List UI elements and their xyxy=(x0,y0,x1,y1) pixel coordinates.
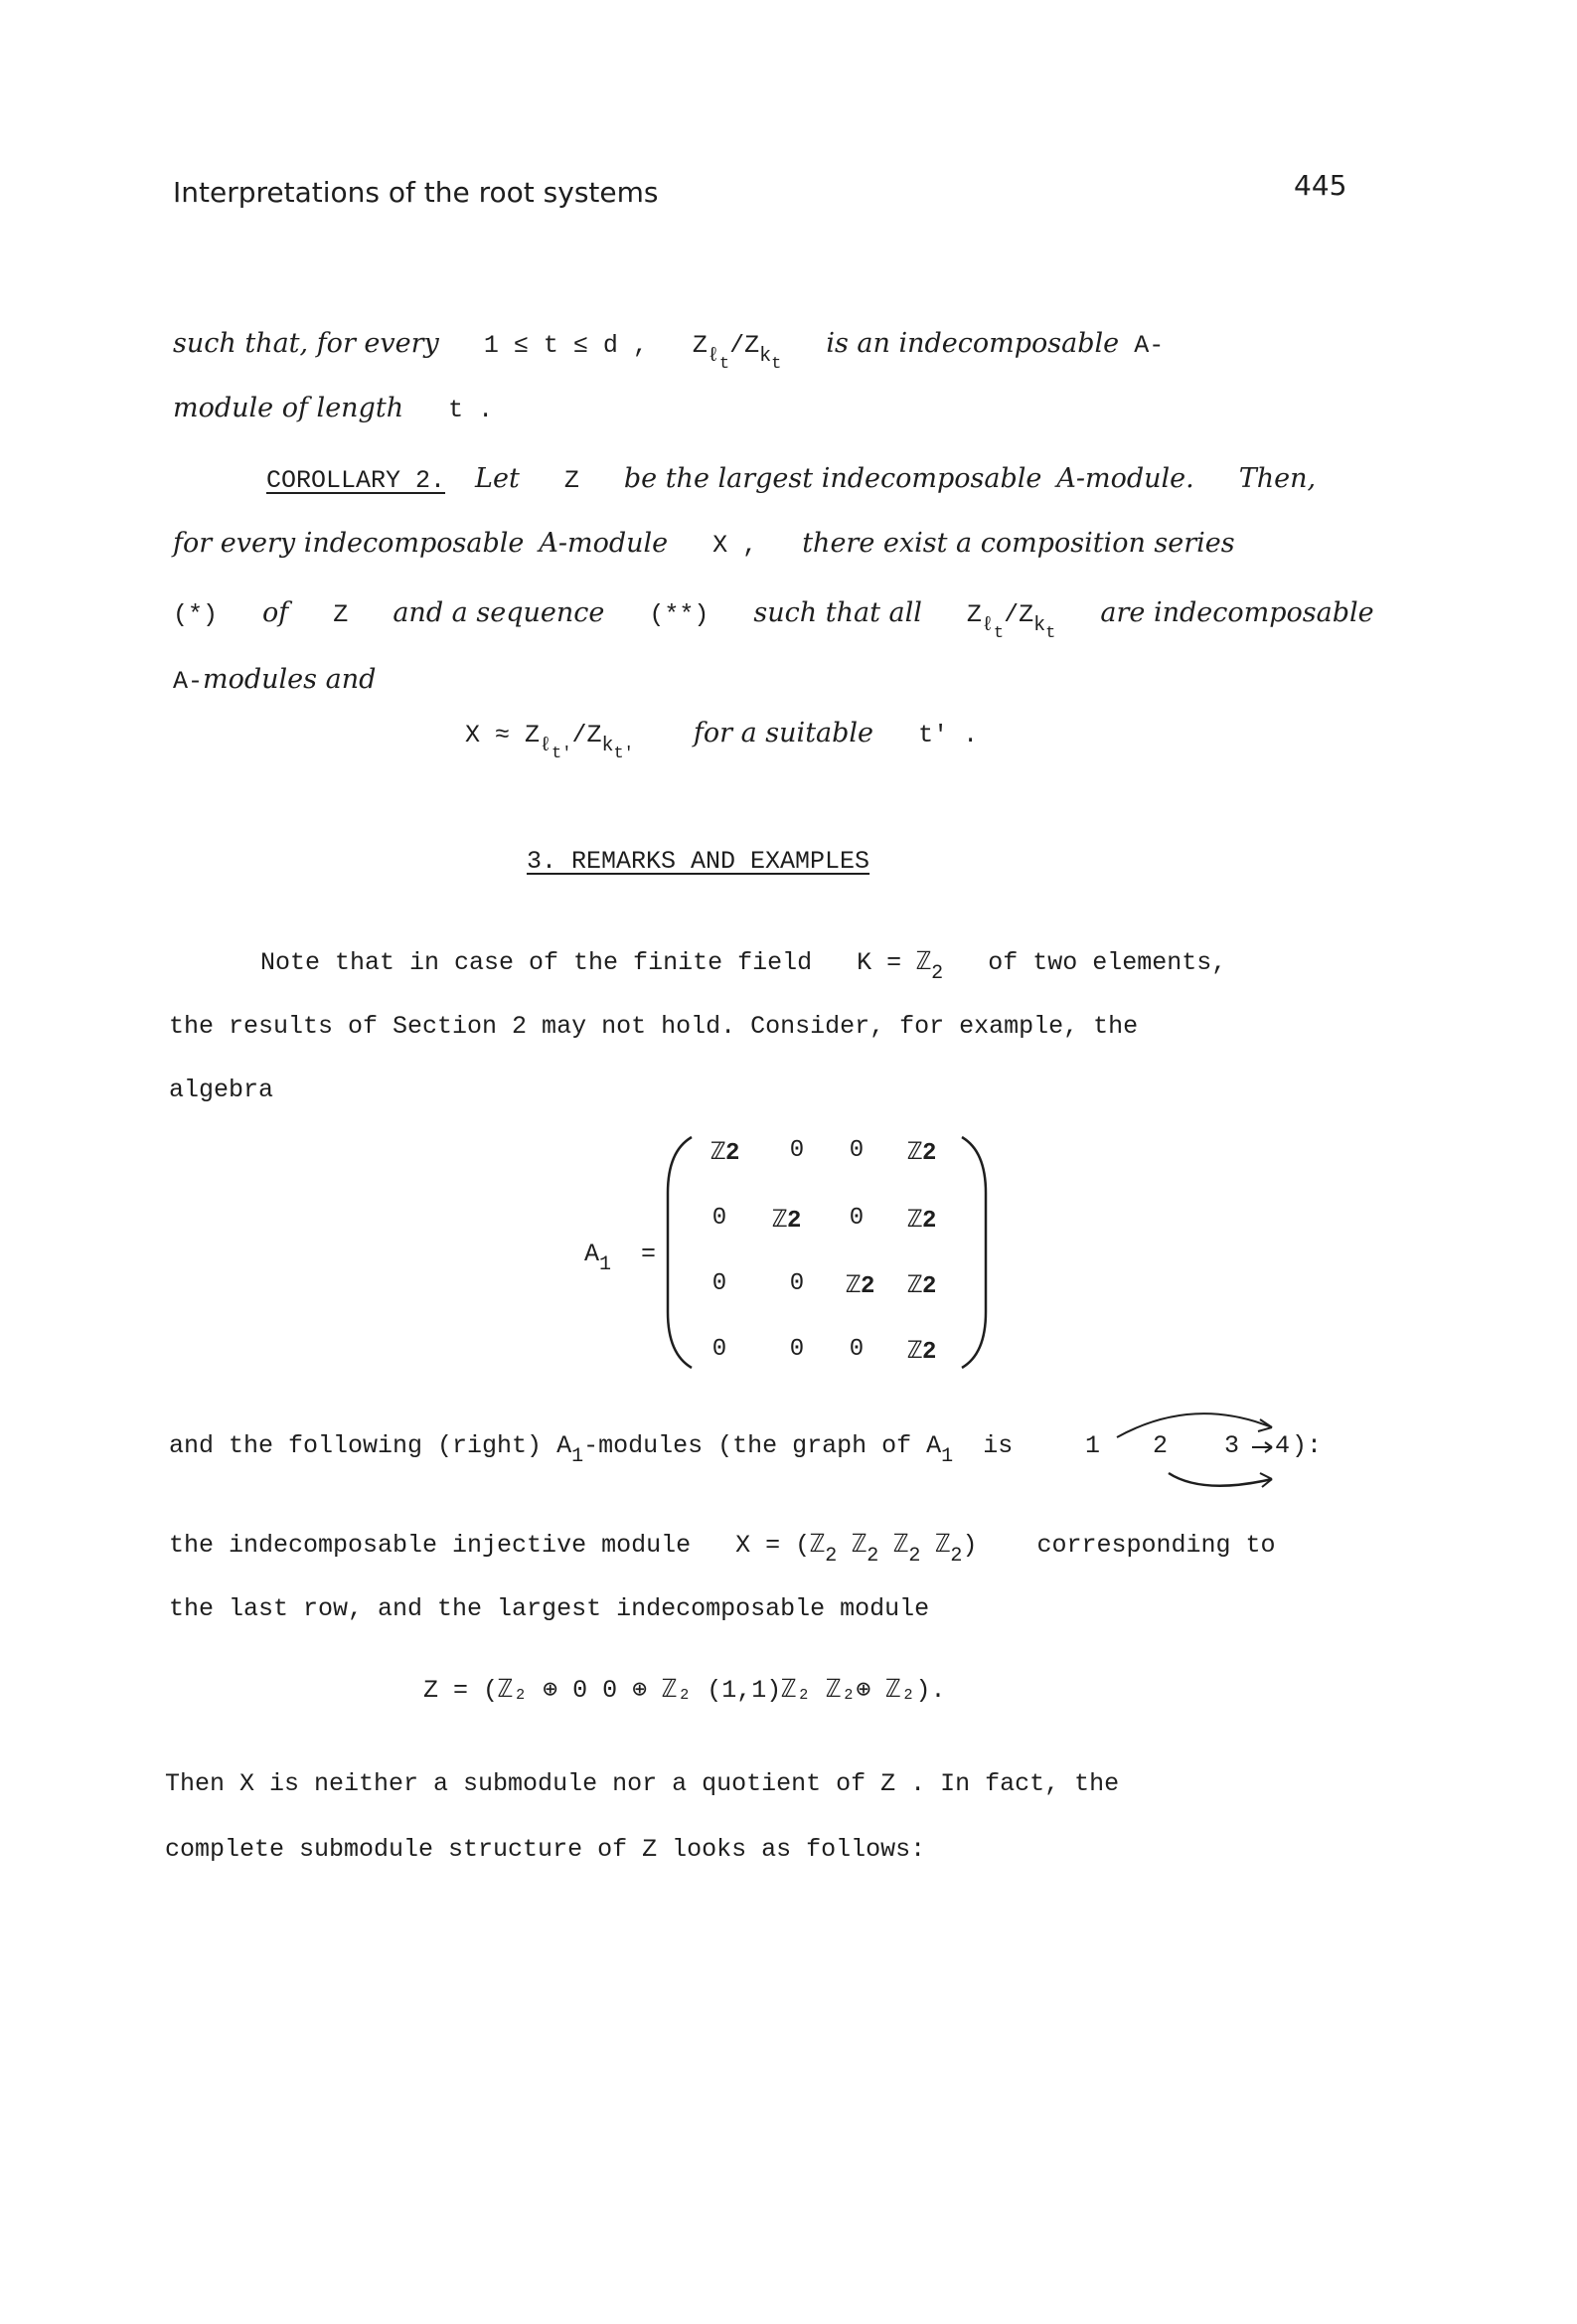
para3-line3: the last row, and the largest indecomposable module xyxy=(169,1594,930,1623)
para1-line2 xyxy=(173,393,493,424)
para3-line2: the indecomposable injective module X = (ℤ$_2$ ℤ$_2$ ℤ$_2$ ℤ$_2$) corresponding to xyxy=(169,1531,1276,1568)
running-title: Interpretations of the root systems xyxy=(173,176,659,209)
para3-line1: and the following (right) $A_1$-modules (the graph of $A_1$ is xyxy=(169,1431,1014,1468)
matrix-cell: 0 xyxy=(711,1205,727,1232)
text: module of length xyxy=(173,393,404,423)
matrix-cell: 0 xyxy=(789,1270,805,1297)
graph-node-1: 1 xyxy=(1085,1431,1101,1460)
z-display: Z = (ℤ₂ ⊕ 0 0 ⊕ ℤ₂ (1,1)ℤ₂ ℤ₂⊕ ℤ₂). xyxy=(423,1676,946,1705)
graph-close: ): xyxy=(1292,1431,1323,1460)
matrix-cell: ℤ2 xyxy=(846,1273,875,1300)
matrix-cell: ℤ2 xyxy=(907,1208,937,1235)
text: A- xyxy=(1134,331,1165,360)
corollary-line4: A-modules and xyxy=(173,664,377,696)
para2-line3: algebra xyxy=(169,1076,274,1104)
graph-node-3: 3 xyxy=(1224,1431,1240,1460)
matrix-cell: ℤ2 xyxy=(772,1208,802,1235)
matrix-cell: 0 xyxy=(789,1336,805,1363)
graph-arrows xyxy=(1103,1392,1302,1501)
para1-line1 xyxy=(173,328,1165,374)
text: t . xyxy=(448,396,494,424)
matrix-cell: ℤ2 xyxy=(907,1140,937,1167)
para2-line2: the results of Section 2 may not hold. Consider, for example, the xyxy=(169,1012,1139,1041)
corollary-line1: COROLLARY 2. Let Z be the largest indecomposable A-module. Then, xyxy=(266,463,1317,495)
para4-line1: Then X is neither a submodule nor a quotient of Z . In fact, the xyxy=(165,1769,1120,1798)
matrix-cell: ℤ2 xyxy=(710,1140,740,1167)
matrix-cell: 0 xyxy=(711,1336,727,1363)
graph-node-2: 2 xyxy=(1153,1431,1169,1460)
matrix-cell: 0 xyxy=(849,1336,865,1363)
matrix-cell: 0 xyxy=(789,1137,805,1164)
matrix-cell: ℤ2 xyxy=(907,1273,937,1300)
corollary-line2: for every indecomposable A-module X , there exist a composition series xyxy=(173,528,1235,560)
para2-line1: Note that in case of the finite field K = ℤ$_2$ of two elements, xyxy=(260,948,1227,985)
matrix-cell: 0 xyxy=(849,1137,865,1164)
math-quotient: $Z_{\ell_t}/Z_{k_t}$ xyxy=(692,331,782,374)
matrix-lhs: $A_1$ = xyxy=(584,1240,657,1276)
matrix-cell: 0 xyxy=(711,1270,727,1297)
text: is an indecomposable xyxy=(826,328,1120,359)
corollary-line3: (*) of Z and a sequence (**) such that all $Z_{\ell_t}/Z_{k_t}$ are indecomposable xyxy=(173,597,1374,643)
graph-node-4: 4 xyxy=(1275,1431,1291,1460)
page-number: 445 xyxy=(1294,169,1347,202)
matrix-cell: ℤ2 xyxy=(907,1339,937,1366)
math-quotient: $Z_{\ell_t}/Z_{k_t}$ xyxy=(966,600,1056,643)
text: such that, for every xyxy=(173,328,439,359)
para4-line2: complete submodule structure of Z looks as follows: xyxy=(165,1835,926,1864)
corollary-label: COROLLARY 2. xyxy=(266,466,446,495)
corollary-display: $X \approx Z_{\ell_{t'}}/Z_{k_{t'}}$ for a suitable t' . xyxy=(465,718,979,763)
section-heading: 3. REMARKS AND EXAMPLES xyxy=(527,847,870,876)
matrix-cell: 0 xyxy=(849,1205,865,1232)
math-range: 1 ≤ t ≤ d , xyxy=(483,331,648,360)
